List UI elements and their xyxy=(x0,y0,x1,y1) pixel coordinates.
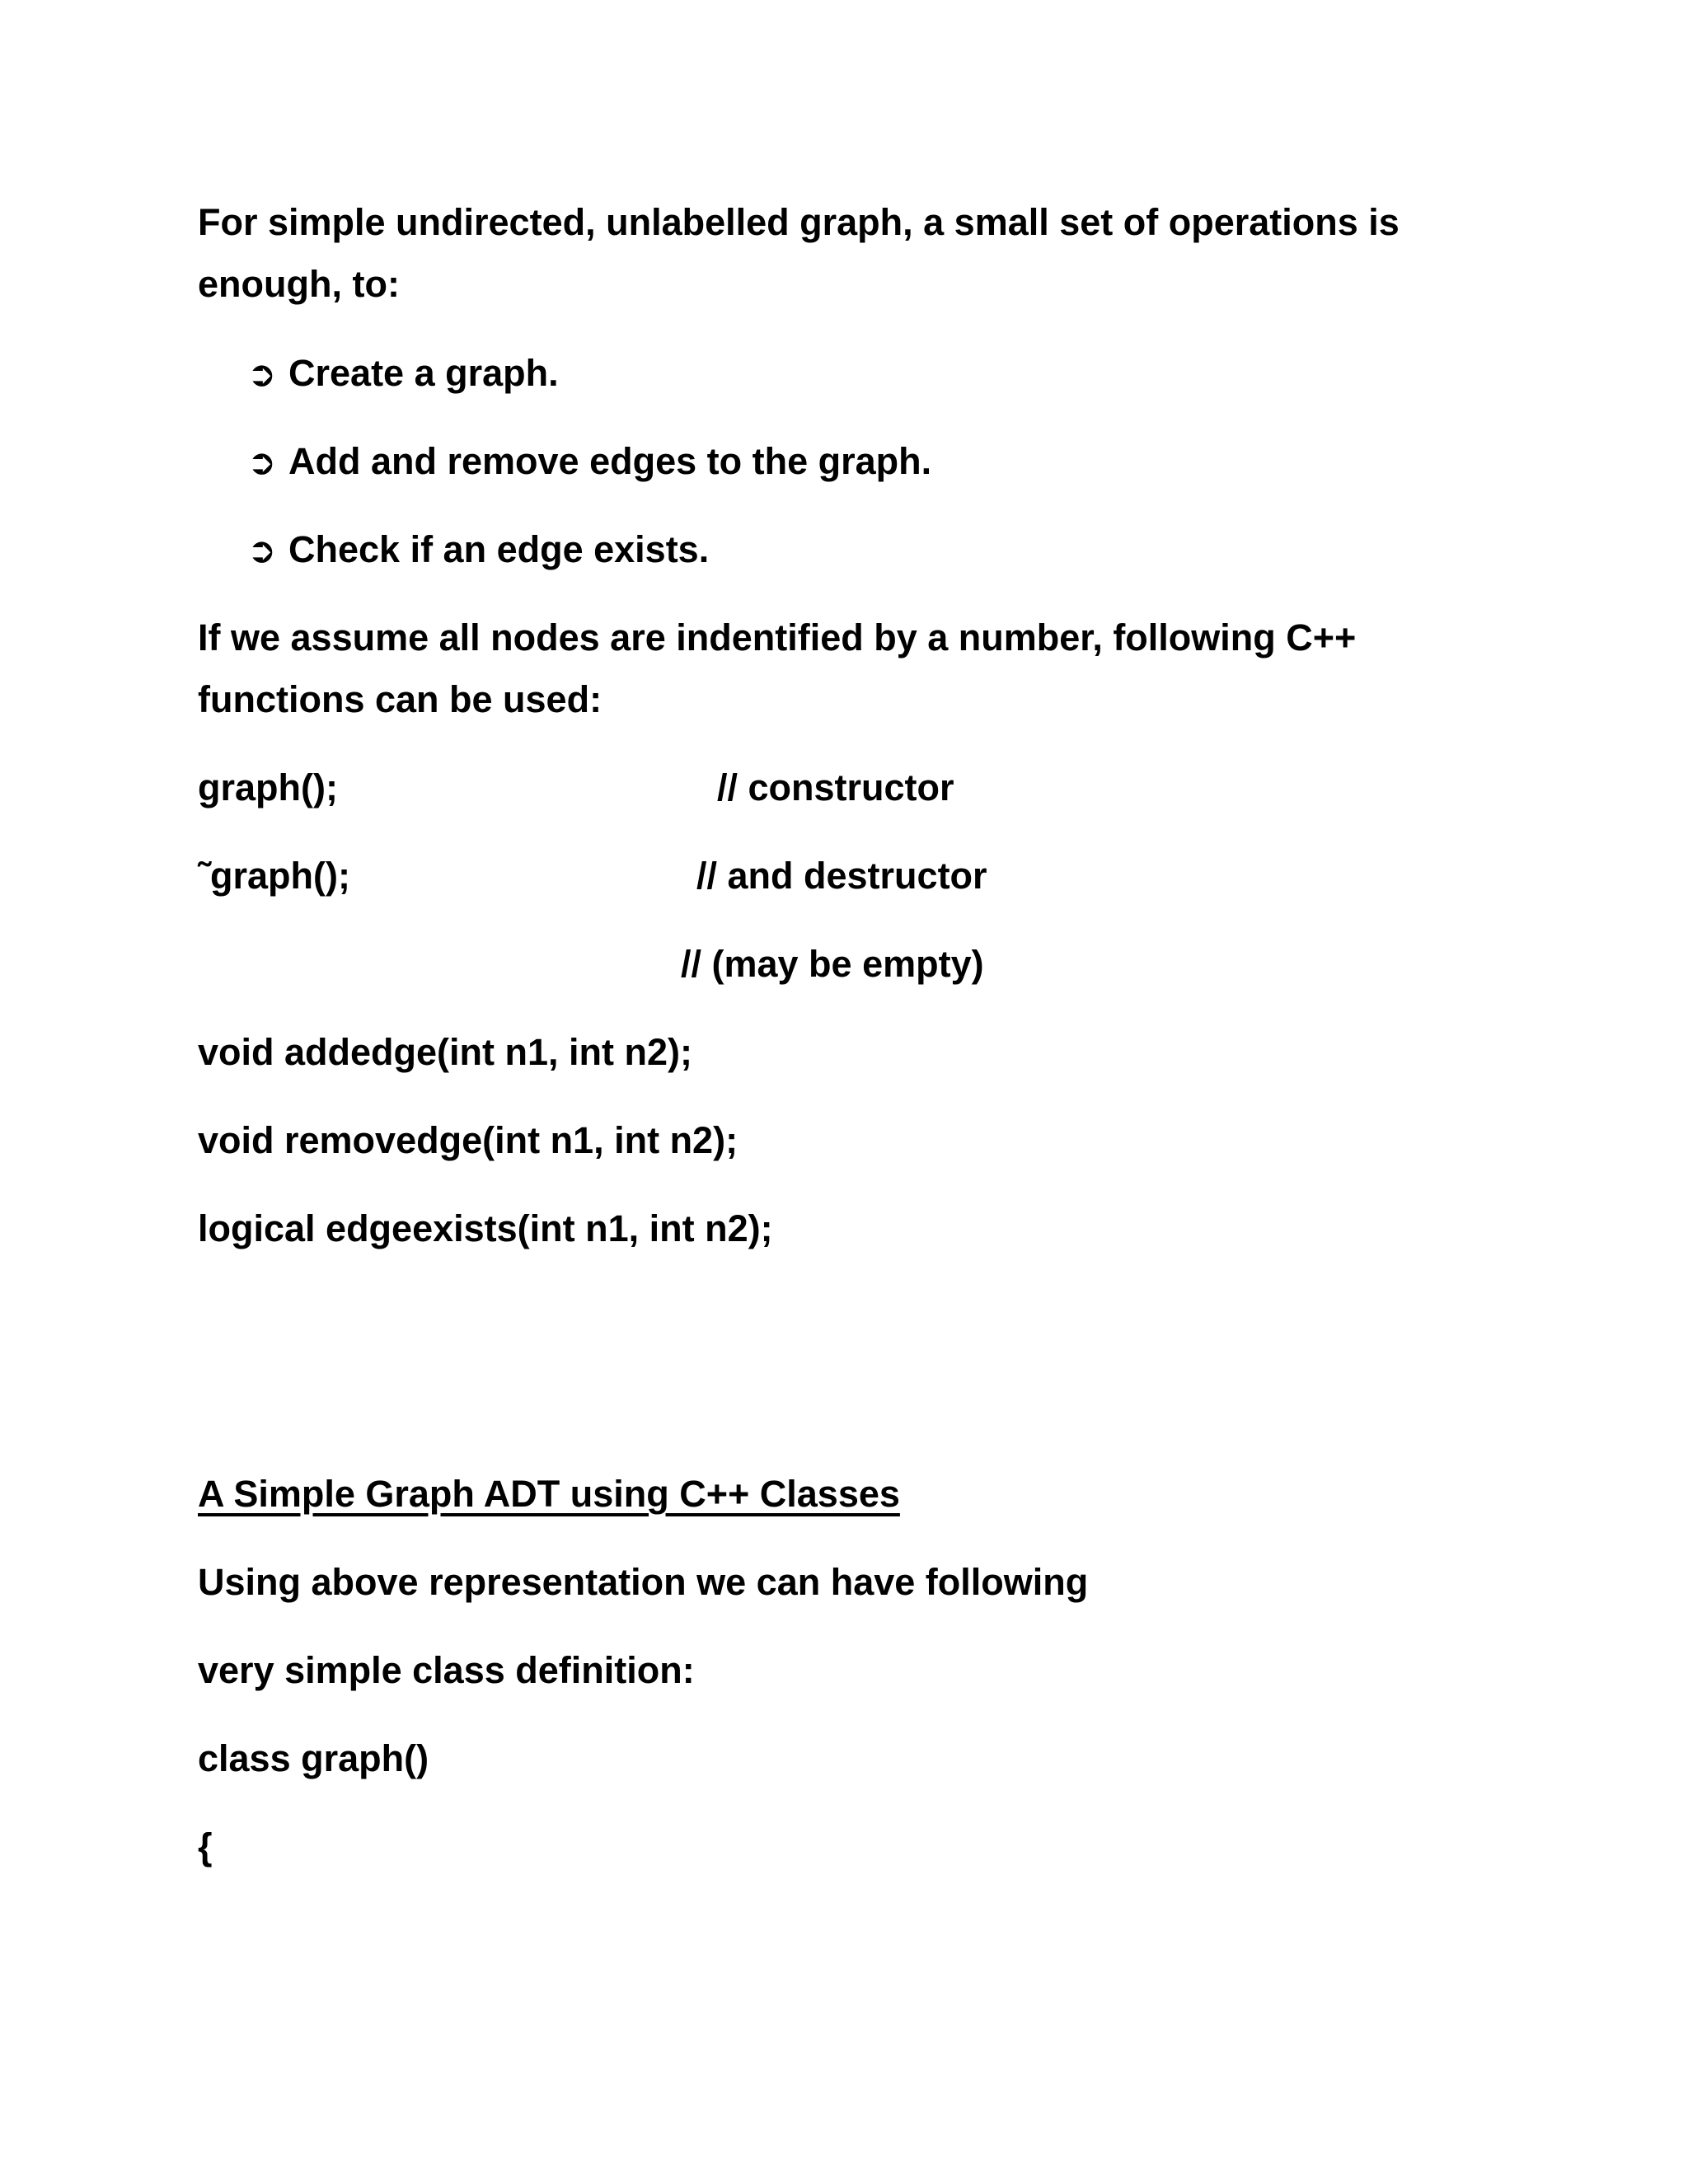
comment-constructor: // constructor xyxy=(717,766,954,808)
right-arrow-bullet-icon: ➲ xyxy=(247,443,277,481)
code-removedge: void removedge(int n1, int n2); xyxy=(198,1119,738,1161)
code-destructor: ˜graph(); xyxy=(198,855,350,897)
section-heading: A Simple Graph ADT using C++ Classes xyxy=(198,1473,900,1515)
comment-may-be-empty: // (may be empty) xyxy=(681,943,984,985)
code-addedge: void addedge(int n1, int n2); xyxy=(198,1031,692,1073)
assume-line-1: If we assume all nodes are indentified by a number, following C++ xyxy=(198,616,1357,658)
bullet-text: Create a graph. xyxy=(288,352,559,394)
intro-line-2: enough, to: xyxy=(198,263,400,305)
comment-destructor: // and destructor xyxy=(696,855,987,897)
intro-line-1: For simple undirected, unlabelled graph, a small set of operations is xyxy=(198,201,1400,243)
bullet-item-check xyxy=(247,518,709,581)
bullet-text: Add and remove edges to the graph. xyxy=(288,440,932,482)
section-line-2: very simple class definition: xyxy=(198,1649,695,1691)
code-constructor: graph(); xyxy=(198,766,338,808)
code-class-decl: class graph() xyxy=(198,1737,429,1779)
right-arrow-bullet-icon: ➲ xyxy=(247,354,277,393)
bullet-text: Check if an edge exists. xyxy=(288,528,710,570)
code-edgeexists: logical edgeexists(int n1, int n2); xyxy=(198,1207,773,1249)
assume-line-2: functions can be used: xyxy=(198,678,603,720)
section-line-1: Using above representation we can have following xyxy=(198,1561,1089,1603)
bullet-item-create xyxy=(247,342,559,405)
right-arrow-bullet-icon: ➲ xyxy=(247,531,277,569)
bullet-item-add-remove xyxy=(247,430,931,493)
code-open-brace: { xyxy=(198,1825,213,1868)
